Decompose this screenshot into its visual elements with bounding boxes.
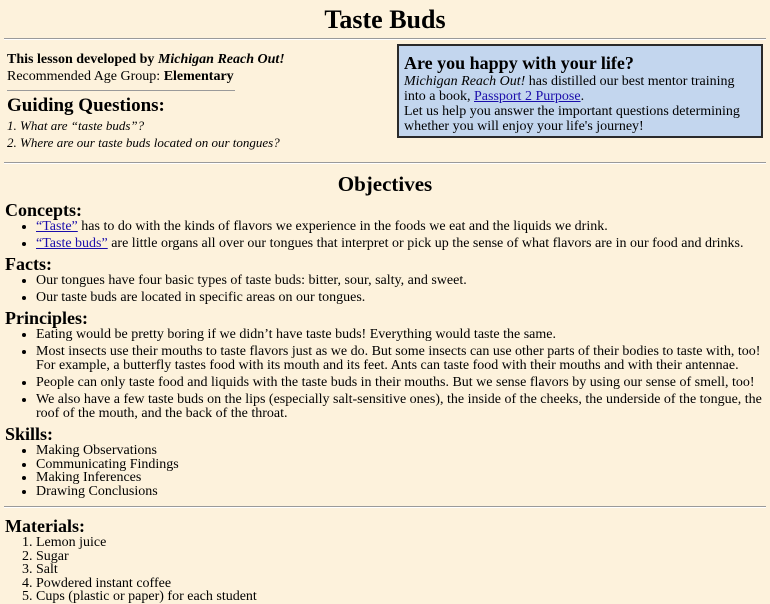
list-item: • Drawing Conclusions [36,485,764,499]
divider [4,162,766,164]
concepts-heading: Concepts: [5,200,82,220]
promo-box [397,44,763,138]
lesson-info [7,44,379,162]
guiding-questions-heading: Guiding Questions: [7,95,165,116]
promo-text-end: . [580,89,585,104]
book-link[interactable]: Passport 2 Purpose [474,89,581,104]
developed-by-label: This lesson developed by [7,52,158,67]
list-item [36,220,764,234]
list-item: • Making Inferences [36,471,764,485]
developed-by-org: Michigan Reach Out! [157,52,285,67]
taste-link[interactable]: “Taste” [36,219,78,234]
promo-heading: Are you happy with your life? [404,53,634,73]
divider [7,90,235,91]
list-item: 4. Powdered instant coffee [36,577,764,591]
promo-text-secondary: Let us help you answer the important questions determining whether you will enjoy your life's journey! [404,104,740,134]
facts-heading: Facts: [5,254,52,274]
skills-heading: Skills: [5,424,54,444]
concept-text: has to do with the kinds of flavors we experience in the foods we eat and the liquids we drink. [77,219,608,234]
divider [4,506,766,508]
guiding-questions-list [7,117,379,151]
list-item: 3. Salt [36,563,764,577]
age-group-label: Recommended Age Group: [7,69,164,84]
objectives-heading: Objectives [337,172,433,196]
materials-list [0,536,770,604]
list-item: 2. Where are our taste buds located on our tongues? [7,135,280,150]
list-item: • We also have a few taste buds on the lips (especially salt-sensitive ones), the inside of the cheeks, the underside of the tongue, the roof of the mouth, and the back of the throat. [36,393,764,421]
concepts-list [0,220,770,251]
age-group [7,68,379,86]
list-item: 5. Cups (plastic or paper) for each student [36,590,764,604]
list-item: 1. What are “taste buds”? [7,118,145,133]
list-item: • Eating would be pretty boring if we didn’t have taste buds! Everything would taste the same. [36,328,764,342]
materials-heading: Materials: [5,516,85,536]
promo-org: Michigan Reach Out! [404,74,526,89]
page-title: Taste Buds [324,5,446,34]
age-group-value: Elementary [163,69,234,84]
principles-heading: Principles: [5,308,88,328]
list-item: • Our taste buds are located in specific areas on our tongues. [36,291,764,305]
list-item: • Making Observations [36,444,764,458]
list-item: • Most insects use their mouths to taste flavors just as we do. But some insects can use other parts of their bodies to taste with, too! For example, a butterfly tastes food with its mouth and its feet. Ants can taste food with their mouths and with their antennae. [36,345,764,373]
promo-text-body: has distilled our best mentor training into a book, [404,74,735,104]
list-item: • Communicating Findings [36,458,764,472]
promo-text [404,74,756,104]
principles-list [0,328,770,421]
taste-buds-link[interactable]: “Taste buds” [36,236,108,251]
list-item: • Our tongues have four basic types of taste buds: bitter, sour, salty, and sweet. [36,274,764,288]
list-item: 1. Lemon juice [36,536,764,550]
list-item [36,237,764,251]
facts-list [0,274,770,305]
spacer [0,498,770,506]
skills-list [0,444,770,498]
list-item: 2. Sugar [36,550,764,564]
intro-section [0,40,770,162]
developed-by [7,51,379,68]
concept-text: are little organs all over our tongues that interpret or pick up the sense of what flavors are in our food and drinks. [107,236,744,251]
list-item: • People can only taste food and liquids with the taste buds in their mouths. But we sense flavors by using our sense of smell, too! [36,376,764,390]
